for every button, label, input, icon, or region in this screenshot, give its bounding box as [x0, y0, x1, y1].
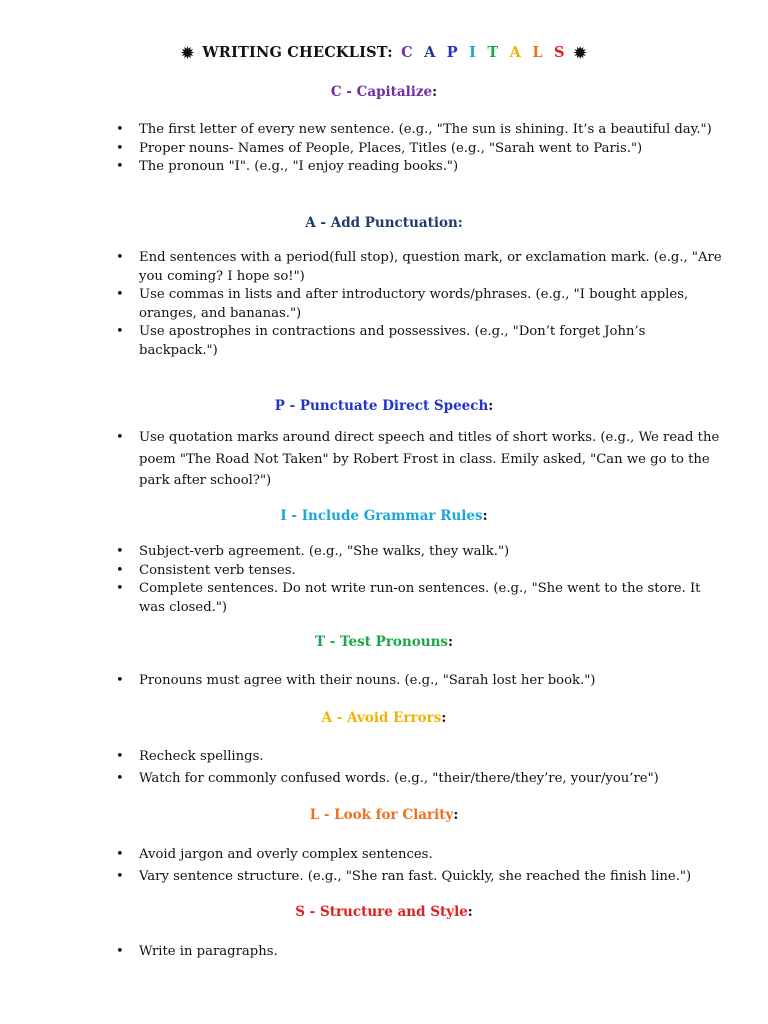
title-letter-a: A — [424, 44, 436, 61]
title-letter-t: T — [487, 44, 499, 61]
section-look-for-clarity-list — [0, 844, 768, 887]
bullet-icon: • — [116, 430, 124, 445]
list-item: • Complete sentences. Do not write run-on sentences. (e.g., "She went to the store. It was closed.") — [116, 581, 701, 615]
bullet-icon: • — [116, 250, 124, 265]
section-avoid-errors-list — [0, 746, 768, 789]
list-item: • Recheck spellings. — [0, 746, 768, 768]
list-item: • Use commas in lists and after introductory words/phrases. (e.g., "I bought apples, oranges, and bananas.") — [116, 287, 689, 321]
section-heading: S - Structure and Style: — [295, 904, 473, 920]
section-capitalize — [0, 84, 768, 100]
bullet-icon: • — [116, 287, 124, 302]
section-structure-and-style — [0, 904, 768, 920]
section-structure-and-style-list — [0, 943, 768, 962]
sun-icon: ✹ — [573, 44, 587, 62]
bullet-icon: • — [116, 324, 124, 339]
list-item: • Watch for commonly confused words. (e.g., "their/there/they’re, your/you’re") — [0, 768, 768, 790]
list-item: • Use quotation marks around direct speech and titles of short works. (e.g., We read the poem "The Road Not Taken" by Robert Frost in class. Emily asked, "Can we go to the park after school?") — [0, 427, 768, 492]
list-item: • End sentences with a period(full stop), question mark, or exclamation mark. (e.g., "Are you coming? I hope so!") — [116, 250, 722, 284]
bullet-icon: • — [116, 140, 124, 156]
bullet-icon: • — [116, 673, 124, 688]
list-item: • Avoid jargon and overly complex sentences. — [0, 844, 768, 866]
section-punctuate-direct-speech-list — [0, 427, 768, 492]
bullet-icon: • — [116, 159, 124, 174]
section-avoid-errors — [0, 710, 768, 726]
section-heading: P - Punctuate Direct Speech: — [274, 398, 494, 414]
section-heading: C - Capitalize: — [330, 84, 438, 100]
bullet-icon: • — [116, 944, 124, 959]
title-letter-c: C — [401, 44, 413, 61]
bullet-icon: • — [116, 868, 124, 884]
section-test-pronouns-list — [0, 672, 768, 691]
bullet-icon: • — [116, 770, 124, 786]
list-item: • Proper nouns- Names of People, Places, Titles (e.g., "Sarah went to Paris.") — [0, 140, 768, 159]
section-heading: A - Add Punctuation: — [305, 215, 463, 231]
section-include-grammar-rules-list — [0, 543, 768, 617]
list-item: • Write in paragraphs. — [0, 943, 768, 962]
list-item: • Consistent verb tenses. — [0, 562, 768, 581]
bullet-icon: • — [116, 122, 124, 137]
bullet-icon: • — [116, 544, 124, 559]
title-letter-i: I — [469, 44, 477, 61]
list-item: • Subject-verb agreement. (e.g., "She walks, they walk.") — [0, 543, 768, 562]
section-heading: A - Avoid Errors: — [321, 710, 447, 726]
bullet-icon: • — [116, 562, 124, 578]
section-heading: L - Look for Clarity: — [309, 807, 459, 823]
list-item: • Pronouns must agree with their nouns. (e.g., "Sarah lost her book.") — [0, 672, 768, 691]
title-acronym — [401, 44, 574, 61]
section-add-punctuation-list — [0, 249, 768, 360]
bullet-icon: • — [116, 847, 124, 862]
list-item: • The pronoun "I". (e.g., "I enjoy reading books.") — [0, 158, 768, 177]
section-test-pronouns — [0, 634, 768, 650]
section-look-for-clarity — [0, 807, 768, 823]
list-item: • The first letter of every new sentence. (e.g., "The sun is shining. It’s a beautiful day.") — [0, 121, 768, 140]
section-heading: T - Test Pronouns: — [315, 634, 453, 650]
sun-icon: ✹ — [181, 44, 195, 62]
title-letter-p: P — [446, 44, 458, 61]
checklist-title — [0, 44, 768, 62]
bullet-icon: • — [116, 581, 124, 596]
title-letter-a2: A — [509, 44, 522, 61]
title-prefix: WRITING CHECKLIST: — [202, 44, 393, 61]
section-include-grammar-rules — [0, 508, 768, 524]
section-add-punctuation — [0, 215, 768, 231]
section-heading: I - Include Grammar Rules: — [280, 508, 488, 524]
list-item: • Use apostrophes in contractions and possessives. (e.g., "Don’t forget John’s backpack.") — [116, 324, 646, 358]
list-item: • Vary sentence structure. (e.g., "She ran fast. Quickly, she reached the finish line.") — [0, 866, 768, 888]
section-capitalize-list — [0, 121, 768, 177]
bullet-icon: • — [116, 749, 124, 764]
section-punctuate-direct-speech — [0, 398, 768, 414]
title-letter-s: S — [553, 44, 565, 61]
title-letter-l: L — [532, 44, 543, 61]
